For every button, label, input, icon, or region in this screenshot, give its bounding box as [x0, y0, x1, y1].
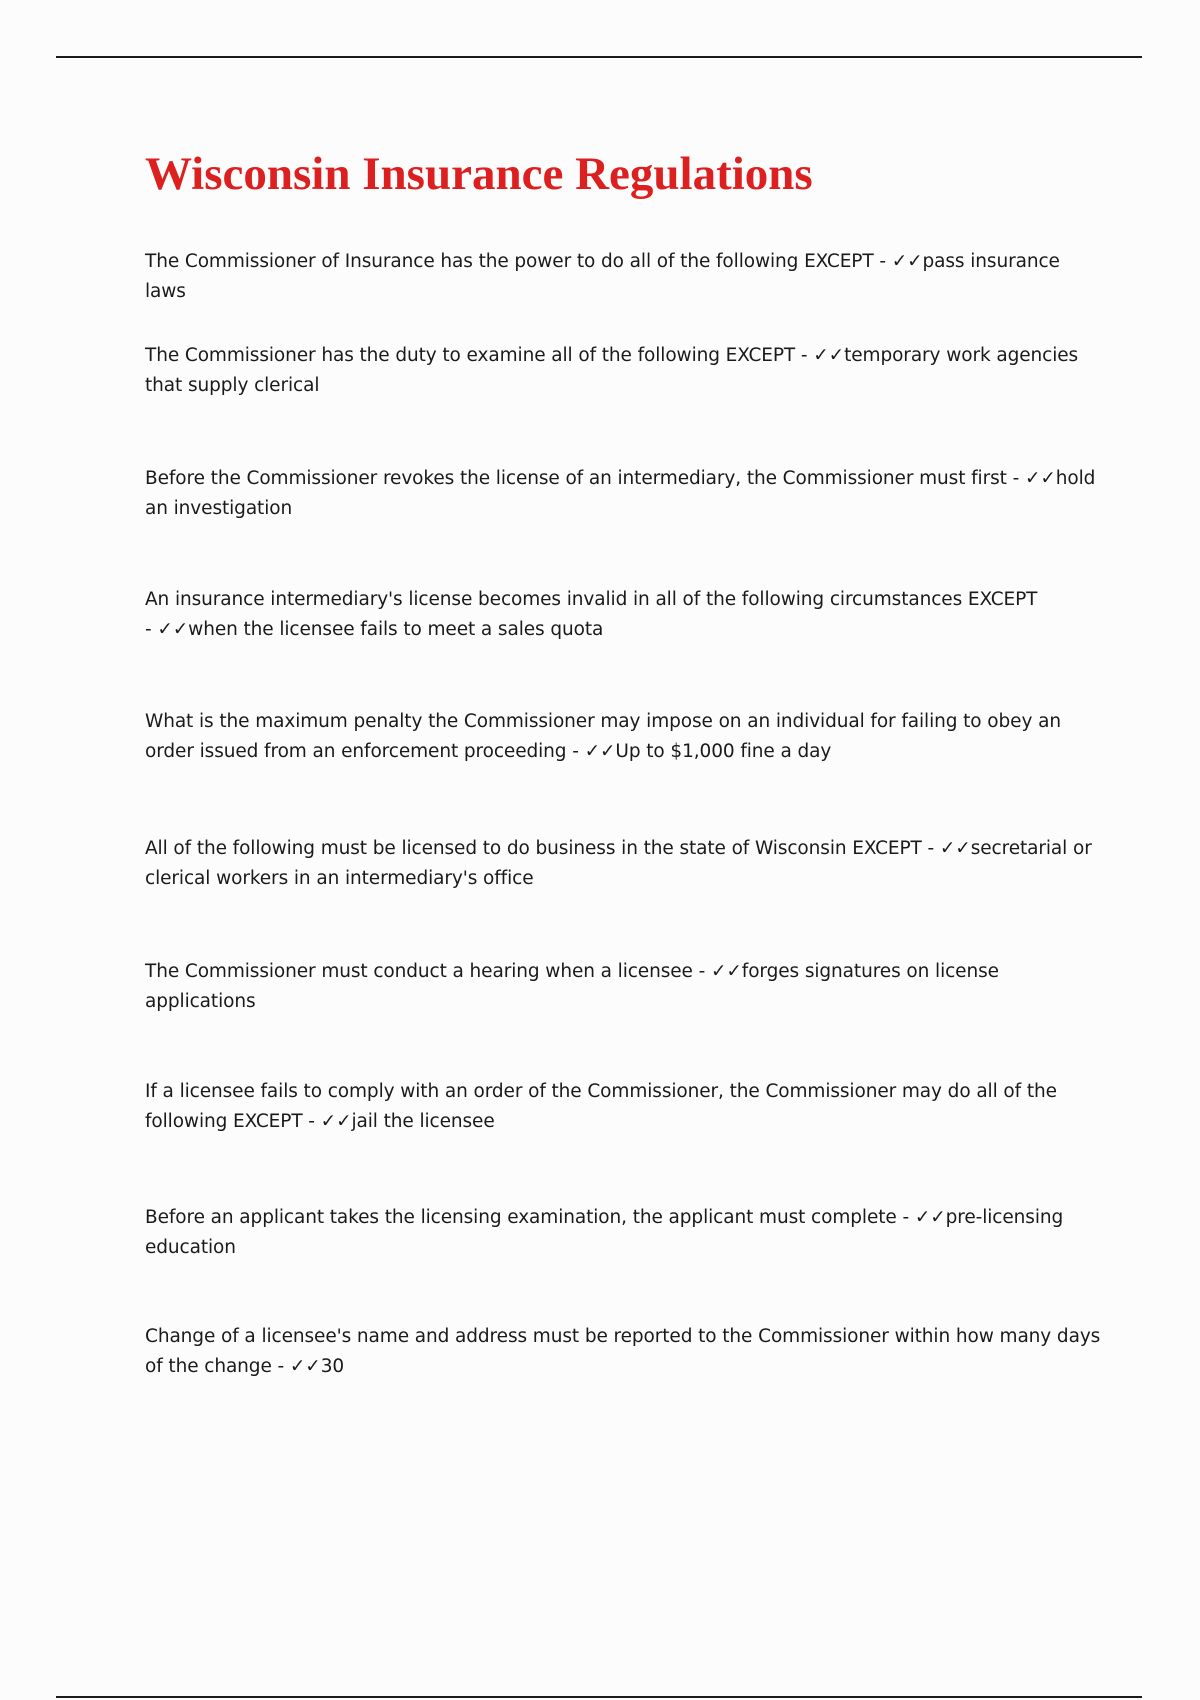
question-text: The Commissioner of Insurance has the power to do all of the following EXCEPT — [145, 251, 874, 272]
separator: - — [271, 1356, 290, 1377]
check-mark-icon: ✓✓ — [1024, 468, 1056, 489]
answer-text: forges signatures on license applications — [145, 961, 999, 1012]
qa-item — [145, 341, 1105, 401]
qa-item — [145, 1203, 1105, 1263]
question-text: The Commissioner has the duty to examine all of the following EXCEPT — [145, 345, 796, 366]
qa-item — [145, 247, 1105, 307]
check-mark-icon: ✓✓ — [891, 251, 923, 272]
separator: - — [566, 741, 585, 762]
answer-text: Up to $1,000 fine a day — [615, 741, 832, 762]
separator: - — [302, 1111, 321, 1132]
separator: - — [145, 619, 158, 640]
answer-text: pre-licensing education — [145, 1207, 1064, 1258]
question-text: If a licensee fails to comply with an order of the Commissioner, the Commissioner may do all of the following EXCEPT — [145, 1081, 1057, 1132]
top-rule — [56, 56, 1142, 58]
separator: - — [873, 251, 892, 272]
question-text: All of the following must be licensed to do business in the state of Wisconsin EXCEPT — [145, 838, 922, 859]
question-text: Before an applicant takes the licensing examination, the applicant must complete — [145, 1207, 897, 1228]
check-mark-icon: ✓✓ — [584, 741, 616, 762]
question-text: The Commissioner must conduct a hearing when a licensee — [145, 961, 693, 982]
answer-text: 30 — [320, 1356, 345, 1377]
check-mark-icon: ✓✓ — [710, 961, 742, 982]
answer-text: temporary work agencies that supply clerical — [145, 345, 1079, 396]
qa-item — [145, 957, 1105, 1017]
separator: - — [795, 345, 814, 366]
separator: - — [921, 838, 940, 859]
question-text: Before the Commissioner revokes the license of an intermediary, the Commissioner must first — [145, 468, 1007, 489]
qa-item — [145, 1077, 1105, 1137]
question-text: An insurance intermediary's license becomes invalid in all of the following circumstances EXCEPT — [145, 589, 1038, 610]
qa-item — [145, 1322, 1105, 1382]
check-mark-icon: ✓✓ — [939, 838, 971, 859]
check-mark-icon: ✓✓ — [320, 1111, 352, 1132]
separator: - — [896, 1207, 915, 1228]
check-mark-icon: ✓✓ — [157, 619, 189, 640]
check-mark-icon: ✓✓ — [289, 1356, 321, 1377]
qa-item — [145, 464, 1105, 524]
bottom-rule — [56, 1696, 1142, 1698]
qa-item — [145, 585, 1105, 645]
answer-text: when the licensee fails to meet a sales quota — [188, 619, 604, 640]
separator: - — [1006, 468, 1025, 489]
answer-text: jail the licensee — [351, 1111, 495, 1132]
question-text: Change of a licensee's name and address must be reported to the Commissioner within how many days of the change — [145, 1326, 1101, 1377]
check-mark-icon: ✓✓ — [914, 1207, 946, 1228]
separator: - — [692, 961, 711, 982]
answer-text: hold an investigation — [145, 468, 1096, 519]
answer-text: pass insurance laws — [145, 251, 1060, 302]
answer-text: secretarial or clerical workers in an intermediary's office — [145, 838, 1092, 889]
page-title: Wisconsin Insurance Regulations — [145, 148, 813, 200]
qa-item — [145, 834, 1105, 894]
question-text: What is the maximum penalty the Commissioner may impose on an individual for failing to obey an order issued from an enforcement proceeding — [145, 711, 1061, 762]
qa-item — [145, 707, 1105, 767]
check-mark-icon: ✓✓ — [813, 345, 845, 366]
